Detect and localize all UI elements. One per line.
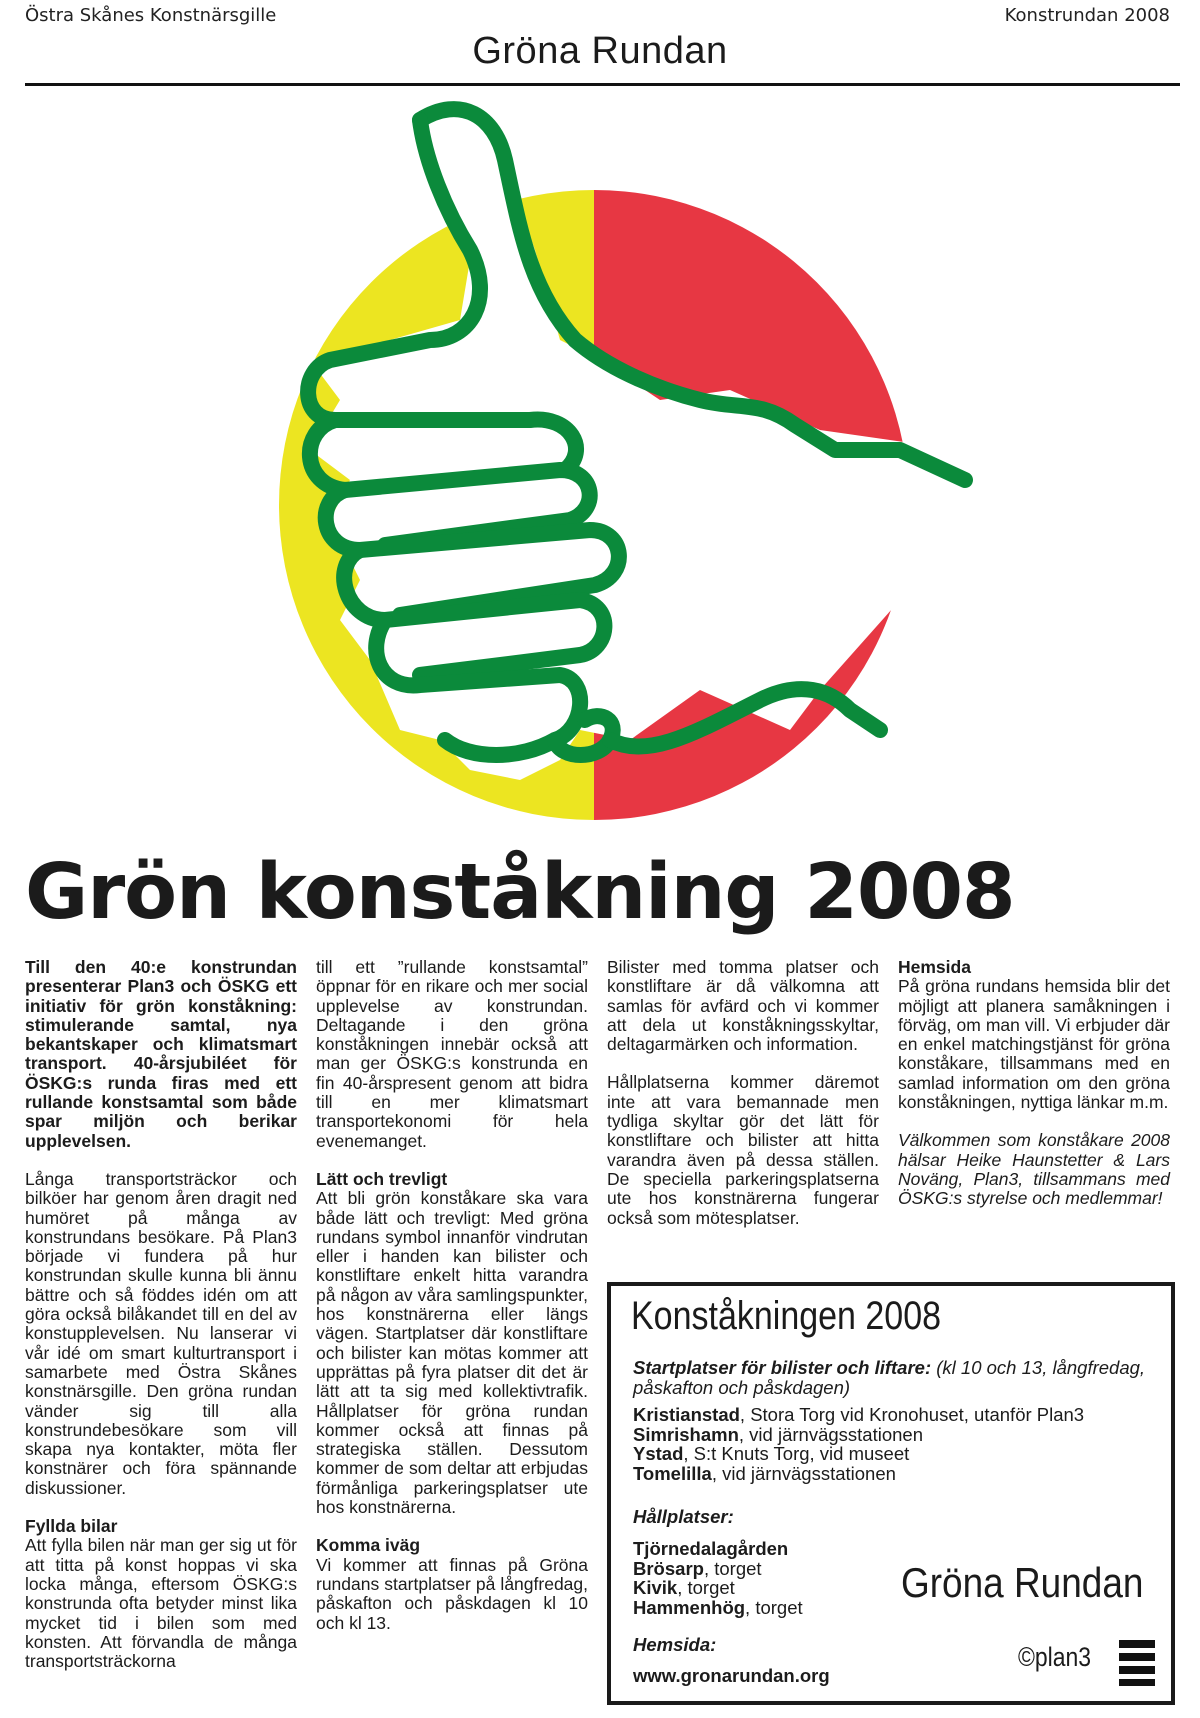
lead-paragraph: Till den 40:e konstrundan presenterar Plan3 och ÖSKG ett initiativ för grön konståkning: stimulerande samtal, nya bekantskaper och klimatsmart transport. 40-årsjubiléet för ÖSKG:s runda firas med ett rullande konstsamtal som både spar miljön och berikar upplevelsen. xyxy=(25,957,297,1151)
publisher-name: Östra Skånes Konstnärsgille xyxy=(25,5,277,26)
list-item: Simrishamn, vid järnvägsstationen xyxy=(633,1423,923,1445)
subheading-latt-och-trevligt: Lätt och trevligt xyxy=(316,1168,448,1189)
article-column-4 xyxy=(898,958,1170,1228)
thumbs-up-logo xyxy=(0,40,1200,840)
body-paragraph: Att bli grön konståkare ska vara både lätt och trevligt: Med gröna rundans symbol innanför vindrutan eller i handen kan bilister och konstliftare enkelt hitta varandra på någon av våra samlingspunkter, hos konstnärerna eller längs vägen. Startplatser där konstliftare och bilister kan mötas kommer att upprättas på fyra platser dit det är lätt att ta sig med kollektivtrafik. Hållplatser för gröna rundan kommer också att finnas på strategiska ställen. Dessutom kommer de som deltar att erbjudas förmånliga parkeringsplatser ute hos konstnärerna. xyxy=(316,1188,588,1518)
body-paragraph: till ett ”rullande konstsamtal” öppnar för en rikare och mer social upplevelse av konstrundan. Deltagande i den gröna konståkningen innebär också att man ger ÖSKG:s konstrunda en fin 40-årspresent genom att bidra till en mer klimatsmart transportekonomi för hela evenemanget. xyxy=(316,957,588,1151)
closing-greeting: Välkommen som konståkare 2008 hälsar Heike Haunstetter & Lars Noväng, Plan3, tillsammans med ÖSKG:s styrelse och medlemmar! xyxy=(898,1130,1170,1209)
body-paragraph: Vi kommer att finnas på Gröna rundans startplatser på långfredag, påskafton och påskdagen kl 10 och kl 13. xyxy=(316,1554,588,1633)
list-item: Ystad, S:t Knuts Torg, vid museet xyxy=(633,1443,910,1464)
plan3-logo-icon xyxy=(1119,1640,1155,1686)
body-paragraph: Att fylla bilen när man ger sig ut för att titta på konst hoppas vi ska locka många, eftersom ÖSKG:s konstrunda ofta betyder minst lika mycket tid i bilen som med konsten. Att förvandla de många transportsträckorna xyxy=(25,1535,297,1672)
page-title: Grön konståkning 2008 xyxy=(25,848,1015,937)
body-paragraph: På gröna rundans hemsida blir det möjligt att planera samåkningen i förväg, om man vill. Vi erbjuder där en enkel matchingstjänst för gröna konståkare, tillsammans med en samlad information om den gröna konståkningen, nyttiga länkar m.m. xyxy=(898,976,1170,1113)
list-item: Tomelilla, vid järnvägsstationen xyxy=(633,1462,896,1484)
list-item: Kivik, torget xyxy=(633,1577,735,1598)
info-box xyxy=(607,1282,1175,1705)
start-places-list xyxy=(633,1405,1163,1483)
article-column-3 xyxy=(607,958,879,1247)
stops-list xyxy=(633,1539,893,1617)
copyright-label: ©plan3 xyxy=(1018,1642,1092,1672)
website-link[interactable]: www.gronarundan.org xyxy=(633,1665,830,1686)
list-item: Kristianstad, Stora Torg vid Kronohuset, utanför Plan3 xyxy=(633,1404,1085,1425)
article-column-2 xyxy=(316,958,588,1652)
start-places-intro xyxy=(633,1358,1148,1397)
section-kicker: Gröna Rundan xyxy=(472,30,728,72)
start-places-label: Startplatser för bilister och liftare: xyxy=(633,1357,932,1378)
article-column-1 xyxy=(25,958,297,1690)
thumbs-up-icon xyxy=(0,40,1200,840)
body-paragraph: Bilister med tomma platser och konstliftare är då välkomna att samlas för avfärd och vi kommer att dela ut konståkningsskyltar, deltagarmärken och information. xyxy=(607,957,879,1055)
brand-wordmark: Gröna Rundan xyxy=(901,1559,1144,1606)
list-item: Tjörnedalagården xyxy=(633,1538,789,1559)
stops-label: Hållplatser: xyxy=(633,1506,734,1527)
start-places-note: (kl 10 och 13, långfredag, påskafton och påskdagen) xyxy=(633,1357,1146,1398)
subheading-komma-ivag: Komma iväg xyxy=(316,1535,421,1556)
website-label: Hemsida: xyxy=(633,1634,717,1655)
list-item: Brösarp, torget xyxy=(633,1557,762,1579)
list-item: Hammenhög, torget xyxy=(633,1596,803,1618)
body-paragraph: Långa transportsträckor och bilköer har genom åren dragit ned humöret på många av konstrundans besökare. På Plan3 började vi fundera på hur konstrundan skulle kunna bli ännu bättre och så föddes idén om att göra också bilåkandet till en del av konstupplevelsen. Nu lanserar vi vår idé om smart kulturtransport i samarbete med Östra Skånes konstnärsgille. Den gröna rundan vänder sig till alla konstrundebesökare som vill skapa nya kontakter, möta fler konstnärer och föra spännande diskussioner. xyxy=(25,1168,297,1498)
body-paragraph: Hållplatserna kommer däremot inte att vara bemannade men tydliga skyltar gör det lätt för konstliftare och bilister att hitta varandra även på dessa ställen. De speciella parkeringsplatserna ute hos konstnärerna fungerar också som mötesplatser. xyxy=(607,1072,879,1228)
issue-label: Konstrundan 2008 xyxy=(1004,5,1170,26)
subheading-fyllda-bilar: Fyllda bilar xyxy=(25,1516,118,1537)
box-title: Konståkningen 2008 xyxy=(631,1294,942,1338)
subheading-hemsida: Hemsida xyxy=(898,957,971,977)
